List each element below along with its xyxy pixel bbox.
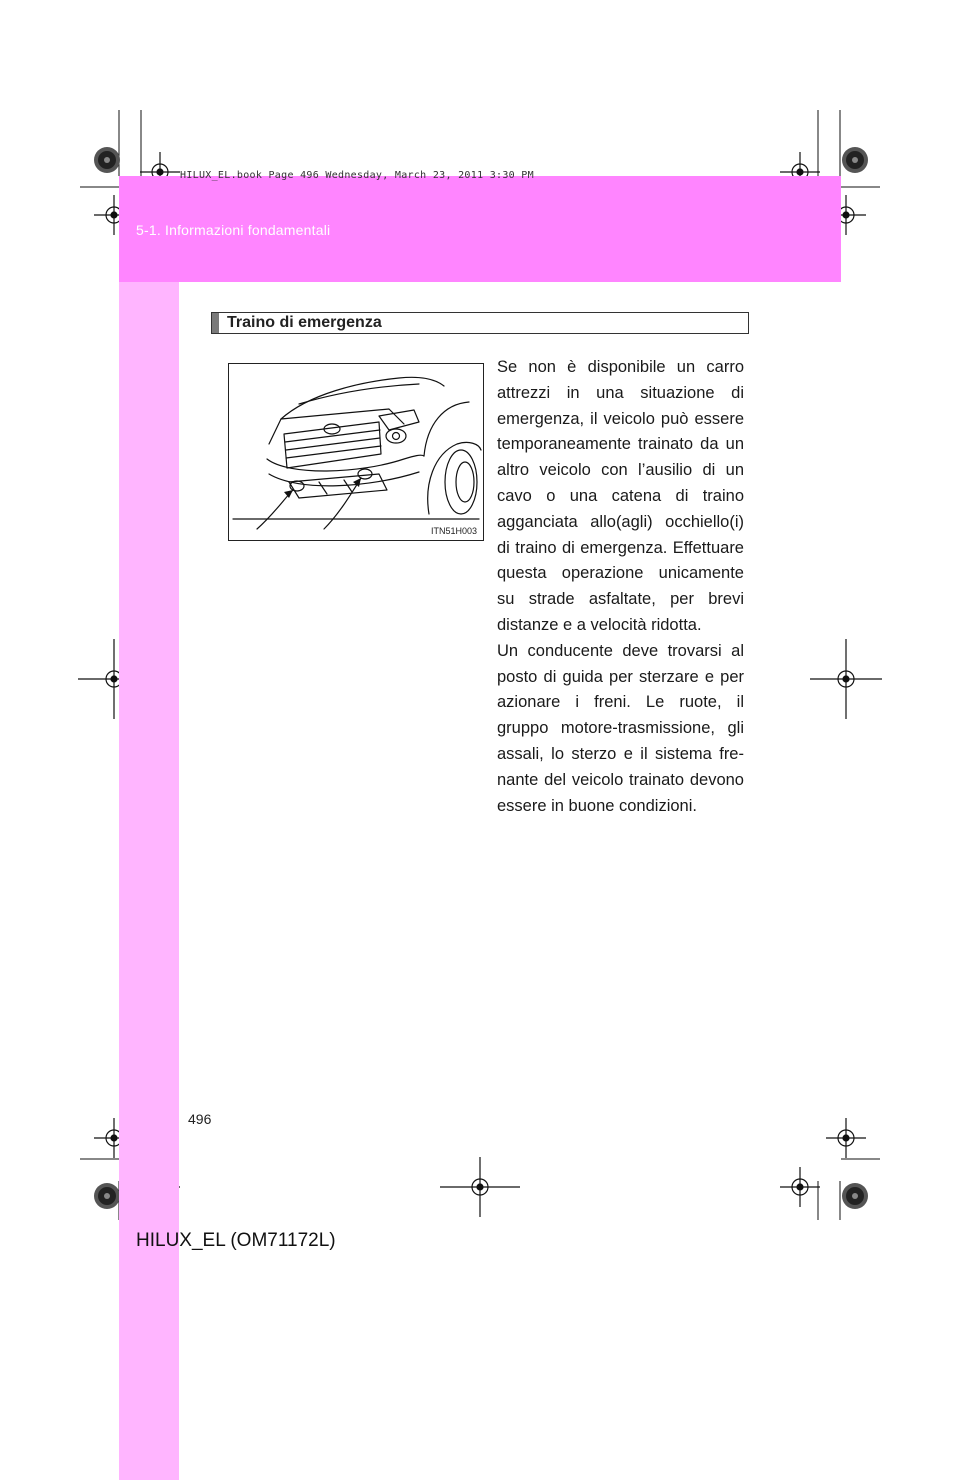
towing-eyelet-illustration (228, 363, 484, 541)
side-tab-band (119, 282, 179, 1480)
body-text (497, 355, 744, 819)
title-accent-bar (212, 313, 219, 333)
body-paragraph: Un conducente deve trovarsi al posto di guida per sterzare e per azionare i freni. Le ruote, il gruppo motore-trasmissione, gli assali, lo sterzo e il sistema frenante del veicolo trainato devono essere in buone condizioni. (497, 641, 744, 815)
figure-code: ITN51H003 (430, 526, 477, 536)
body-paragraph: Se non è disponibile un carro attrezzi in una situazione di emergenza, il veicolo può essere temporaneamente trainato da un altro veicolo con l’ausilio di un cavo o una catena di traino agganciata allo(agli) occhiello(i) di traino di emergenza. Effettuare questa operazione unicamente su strade asfaltate, per brevi distanze e a velocità ridotta. (497, 358, 744, 634)
vehicle-front-drawing (229, 364, 483, 540)
section-breadcrumb: 5-1. Informazioni fondamentali (136, 222, 331, 238)
print-bookmark-line: HILUX_EL.book Page 496 Wednesday, March 23, 2011 3:30 PM (180, 170, 534, 181)
page-number: 496 (188, 1111, 212, 1127)
document-id: HILUX_EL (OM71172L) (136, 1230, 336, 1251)
section-title-box (211, 312, 749, 334)
section-title: Traino di emergenza (227, 314, 382, 331)
